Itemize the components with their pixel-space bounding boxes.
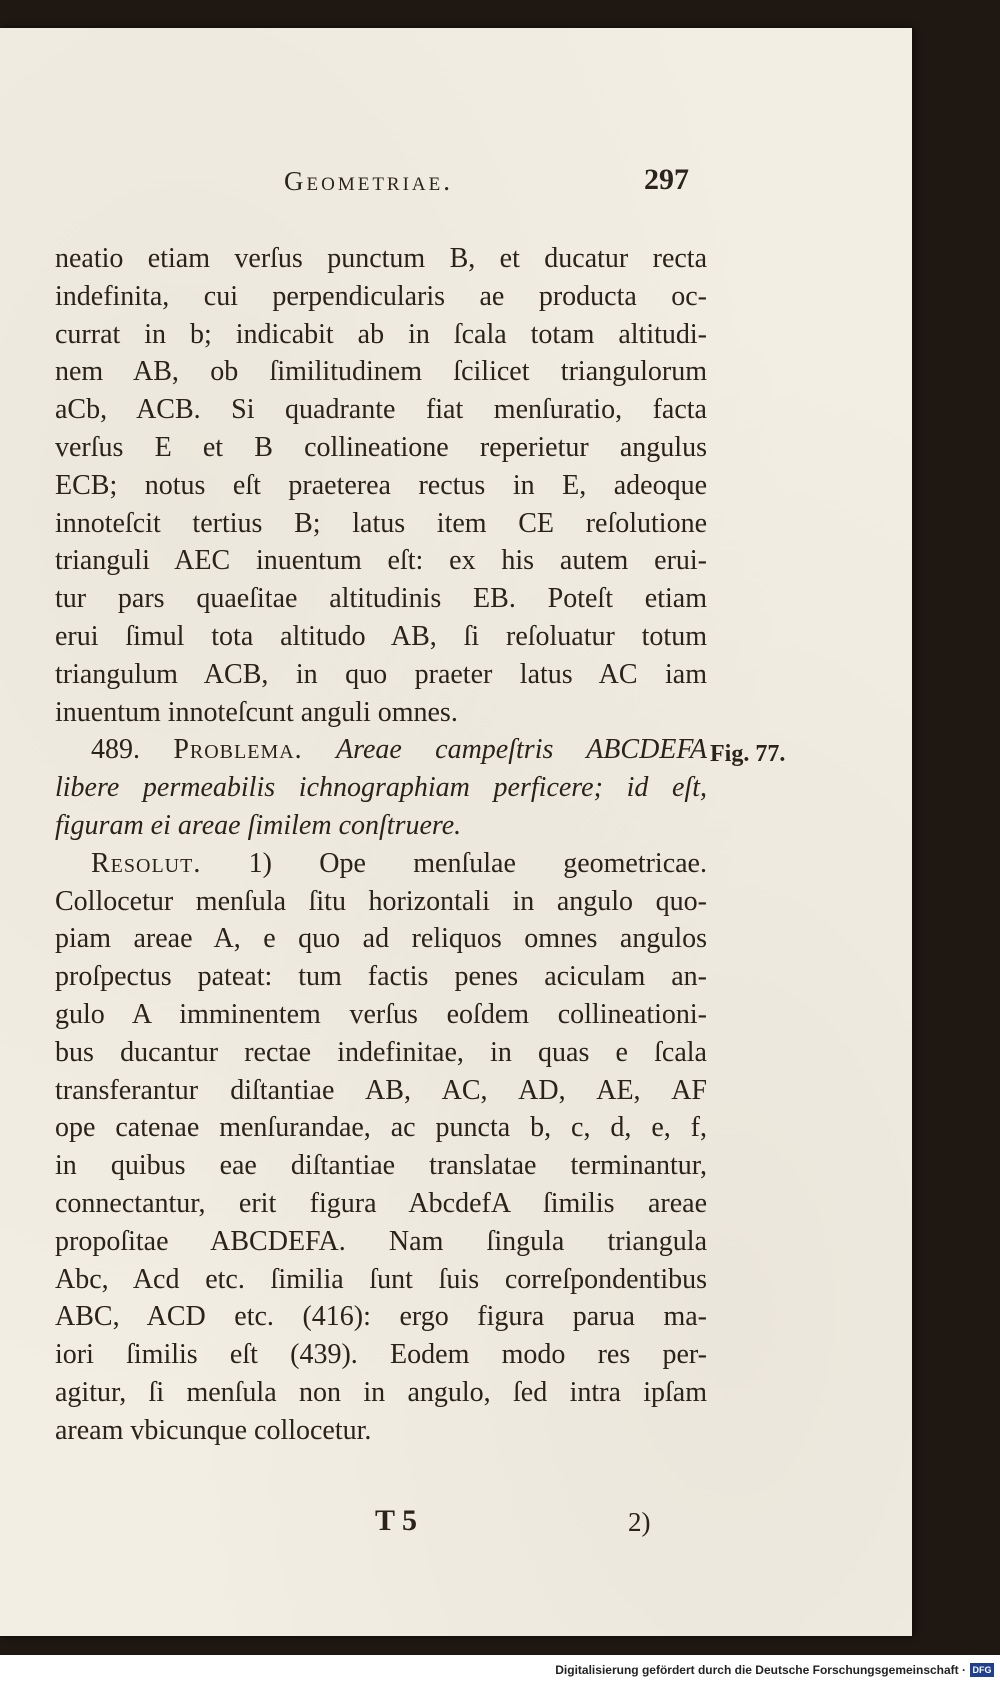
dfg-logo: DFG bbox=[970, 1663, 994, 1677]
text-line: in quibus eae diſtantiae translatae terminantur, bbox=[55, 1150, 707, 1182]
text-line: Collocetur menſula ſitu horizontali in angulo quo- bbox=[55, 885, 707, 917]
text-line: verſus E et B collineatione reperietur angulus bbox=[55, 431, 707, 463]
text-line: neatio etiam verſus punctum B, et ducatur recta bbox=[55, 243, 707, 274]
body-text bbox=[55, 240, 707, 1450]
text-line: transferantur diſtantiae AB, AC, AD, AE, AF bbox=[55, 1074, 707, 1106]
problem-number: 489. bbox=[91, 734, 140, 766]
problem-statement-line: figuram ei areae ſimilem conſtruere. bbox=[55, 809, 462, 841]
text-line: bus ducantur rectae indefinitae, in quas e ſcala bbox=[55, 1036, 707, 1068]
text-line: currat in b; indicabit ab in ſcala totam altitudi- bbox=[55, 318, 707, 350]
resolution-heading-line bbox=[55, 845, 707, 883]
text-line: innoteſcit tertius B; latus item CE reſolutione bbox=[55, 507, 707, 539]
resolution-start: 1) Ope menſulae geometricae. bbox=[248, 847, 707, 879]
problem-statement: Areae campeſtris ABCDEFA bbox=[336, 734, 707, 766]
text-line: ABC, ACD etc. (416): ergo figura parua ma- bbox=[55, 1301, 707, 1333]
catchword: 2) bbox=[628, 1507, 651, 1537]
problem-statement-line: libere permeabilis ichnographiam perficere; id eſt, bbox=[55, 772, 707, 804]
text-line: aCb, ACB. Si quadrante fiat menſuratio, facta bbox=[55, 394, 707, 426]
credit-bar bbox=[0, 1655, 1000, 1687]
text-line: proſpectus pateat: tum factis penes aciculam an- bbox=[55, 961, 707, 993]
problem-heading-line bbox=[55, 731, 707, 769]
page-number: 297 bbox=[644, 163, 689, 196]
text-line: gulo A imminentem verſus eoſdem collineationi- bbox=[55, 998, 707, 1030]
text-line: indefinita, cui perpendicularis ae producta oc- bbox=[55, 280, 707, 312]
page-header bbox=[0, 148, 912, 198]
credit-text: Digitalisierung gefördert durch die Deutsche Forschungsgemeinschaft · bbox=[555, 1663, 966, 1677]
text-line: triangulum ACB, in quo praeter latus AC iam bbox=[55, 658, 707, 690]
text-line: agitur, ſi menſula non in angulo, ſed intra ipſam bbox=[55, 1376, 707, 1408]
text-line: nem AB, ob ſimilitudinem ſcilicet triangulorum bbox=[55, 356, 707, 388]
resolution-label: Resolut. bbox=[91, 847, 202, 879]
running-head: Geometriae. bbox=[284, 166, 454, 196]
page-footer bbox=[0, 1504, 912, 1544]
signature-mark: T 5 bbox=[375, 1504, 417, 1537]
text-line: tur pars quaeſitae altitudinis EB. Poteſt etiam bbox=[55, 583, 707, 615]
text-line: Abc, Acd etc. ſimilia ſunt ſuis correſpondentibus bbox=[55, 1263, 707, 1295]
text-line: piam areae A, e quo ad reliquos omnes angulos bbox=[55, 923, 707, 955]
text-line: trianguli AEC inuentum eſt: ex his autem erui- bbox=[55, 545, 707, 577]
text-line: aream vbicunque collocetur. bbox=[55, 1414, 372, 1446]
text-line: iori ſimilis eſt (439). Eodem modo res per- bbox=[55, 1339, 707, 1371]
text-line: connectantur, erit figura AbcdefA ſimilis areae bbox=[55, 1187, 707, 1219]
text-line: ope catenae menſurandae, ac puncta b, c, d, e, f, bbox=[55, 1112, 707, 1144]
figure-reference: Fig. 77. bbox=[710, 741, 786, 767]
book-page bbox=[0, 28, 912, 1636]
text-line: inuentum innoteſcunt anguli omnes. bbox=[55, 696, 458, 728]
problem-label: Problema. bbox=[173, 734, 303, 766]
text-line: ECB; notus eſt praeterea rectus in E, adeoque bbox=[55, 469, 707, 501]
text-line: propoſitae ABCDEFA. Nam ſingula triangula bbox=[55, 1225, 707, 1257]
text-line: erui ſimul tota altitudo AB, ſi reſoluatur totum bbox=[55, 620, 707, 652]
